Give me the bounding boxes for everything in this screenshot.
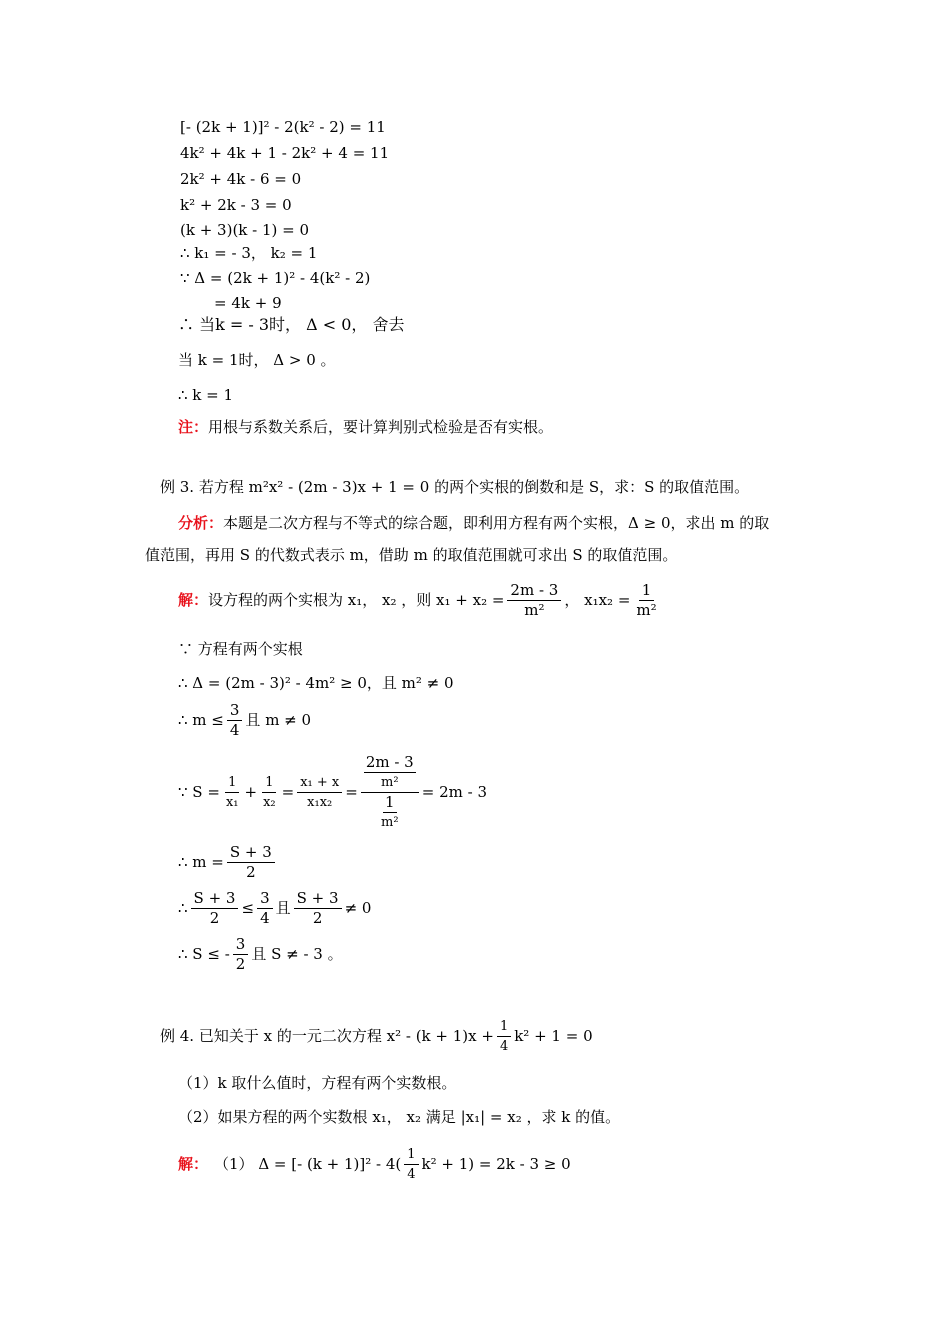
fraction: $\frac{\text{x₁ + x}}{\text{x₁x₂}}$ <box>297 773 342 812</box>
math-text: 且 S ≠ - 3 。 <box>251 945 343 963</box>
math-text: （1） Δ = [- (k + 1)]² - 4( <box>214 1155 402 1173</box>
fraction: $\frac{1}{4}$ <box>497 1017 511 1056</box>
equation-line: 4k² + 4k + 1 - 2k² + 4 = 11 <box>180 144 390 162</box>
analysis-continued: 值范围，再用 S 的代数式表示 m，借助 m 的取值范围就可求出 S 的取值范围。 <box>145 546 678 564</box>
fraction: $\frac{2m - 3}{\text{m²}}$ <box>507 581 561 620</box>
math-text: = <box>281 783 295 801</box>
equation-line: k² + 2k - 3 = 0 <box>180 196 292 214</box>
equation-line: ∴ k₁ = - 3， k₂ = 1 <box>180 244 318 262</box>
equation-line: (k + 3)(k - 1) = 0 <box>180 221 310 239</box>
math-text: 且 m ≠ 0 <box>245 711 312 729</box>
example4-title <box>160 1016 593 1056</box>
equation-line: ∴ 当k = - 3时， Δ < 0， 舍去 <box>178 315 405 334</box>
solution-text: 设方程的两个实根为 x₁， x₂ ，则 x₁ + x₂ = <box>208 591 505 609</box>
analysis-label: 分析： <box>178 514 224 532</box>
math-text: 例 4. 已知关于 x 的一元二次方程 x² - (k + 1)x + <box>160 1027 494 1045</box>
note-label: 注： <box>178 418 209 436</box>
equation-line <box>178 842 278 882</box>
equation-line <box>178 748 487 836</box>
math-text: k² + 1 = 0 <box>514 1027 593 1045</box>
equation-line <box>178 888 371 928</box>
fraction: $\frac{3}{4}$ <box>257 889 273 928</box>
fraction: $\frac{3}{4}$ <box>227 701 243 740</box>
solution-label: 解： <box>178 1155 209 1173</box>
math-text: ∴ m = <box>178 853 224 871</box>
math-text: ∴ <box>178 899 188 917</box>
solution-intro <box>178 580 663 620</box>
equation-line: [- (2k + 1)]² - 2(k² - 2) = 11 <box>180 118 386 136</box>
equation-line: = 4k + 9 <box>214 294 282 312</box>
compound-fraction: 2m - 3 m² 1 m² <box>361 753 419 832</box>
equation-line <box>178 934 343 974</box>
equation-line: 当 k = 1时， Δ > 0 。 <box>178 351 336 369</box>
equation-line: ∴ k = 1 <box>178 386 234 404</box>
fraction: $\frac{1}{\text{x₂}}$ <box>263 774 276 810</box>
solution-line <box>178 1144 571 1184</box>
math-text: ≤ <box>241 899 255 917</box>
analysis <box>178 514 769 532</box>
math-text: + <box>244 783 258 801</box>
fraction: $\frac{S + 3}{2}$ <box>227 843 275 882</box>
math-text: ≠ 0 <box>344 899 372 917</box>
note-text: 用根与系数关系后，要计算判别式检验是否有实根。 <box>208 418 554 436</box>
solution-text: ， x₁x₂ = <box>564 591 631 609</box>
fraction: $\frac{1}{\text{m²}}$ <box>636 580 657 619</box>
equation-line: 2k² + 4k - 6 = 0 <box>180 170 302 188</box>
math-text: = 2m - 3 <box>421 783 487 801</box>
note <box>178 418 553 436</box>
equation-line: ∴ Δ = (2m - 3)² - 4m² ≥ 0，且 m² ≠ 0 <box>178 674 454 692</box>
fraction: $\frac{1}{4}$ <box>404 1145 418 1184</box>
fraction: $\frac{S + 3}{2}$ <box>294 889 342 928</box>
equation-line <box>178 700 311 740</box>
math-text: ∴ S ≤ - <box>178 945 230 963</box>
math-text: 且 <box>275 899 291 917</box>
fraction: $\frac{1}{\text{x₁}}$ <box>225 774 239 810</box>
math-text: = <box>345 783 358 801</box>
fraction: $\frac{3}{2}$ <box>233 935 249 974</box>
math-text: ∴ m ≤ <box>178 711 224 729</box>
example3-title: 例 3. 若方程 m²x² - (2m - 3)x + 1 = 0 的两个实根的倒数和是 S，求：S 的取值范围。 <box>160 478 750 496</box>
math-text: k² + 1) = 2k - 3 ≥ 0 <box>421 1155 571 1173</box>
equation-line: ∵ Δ = (2k + 1)² - 4(k² - 2) <box>180 269 371 287</box>
question-2: （2）如果方程的两个实数根 x₁， x₂ 满足 |x₁| = x₂ ，求 k 的值。 <box>178 1108 621 1126</box>
analysis-text: 本题是二次方程与不等式的综合题，即利用方程有两个实根，Δ ≥ 0，求出 m 的取 <box>223 514 770 532</box>
math-text: ∵ S = <box>178 783 220 801</box>
question-1: （1）k 取什么值时，方程有两个实数根。 <box>178 1074 457 1092</box>
solution-label: 解： <box>178 591 209 609</box>
equation-line: ∵ 方程有两个实根 <box>178 640 303 658</box>
fraction: $\frac{S + 3}{2}$ <box>191 889 239 928</box>
